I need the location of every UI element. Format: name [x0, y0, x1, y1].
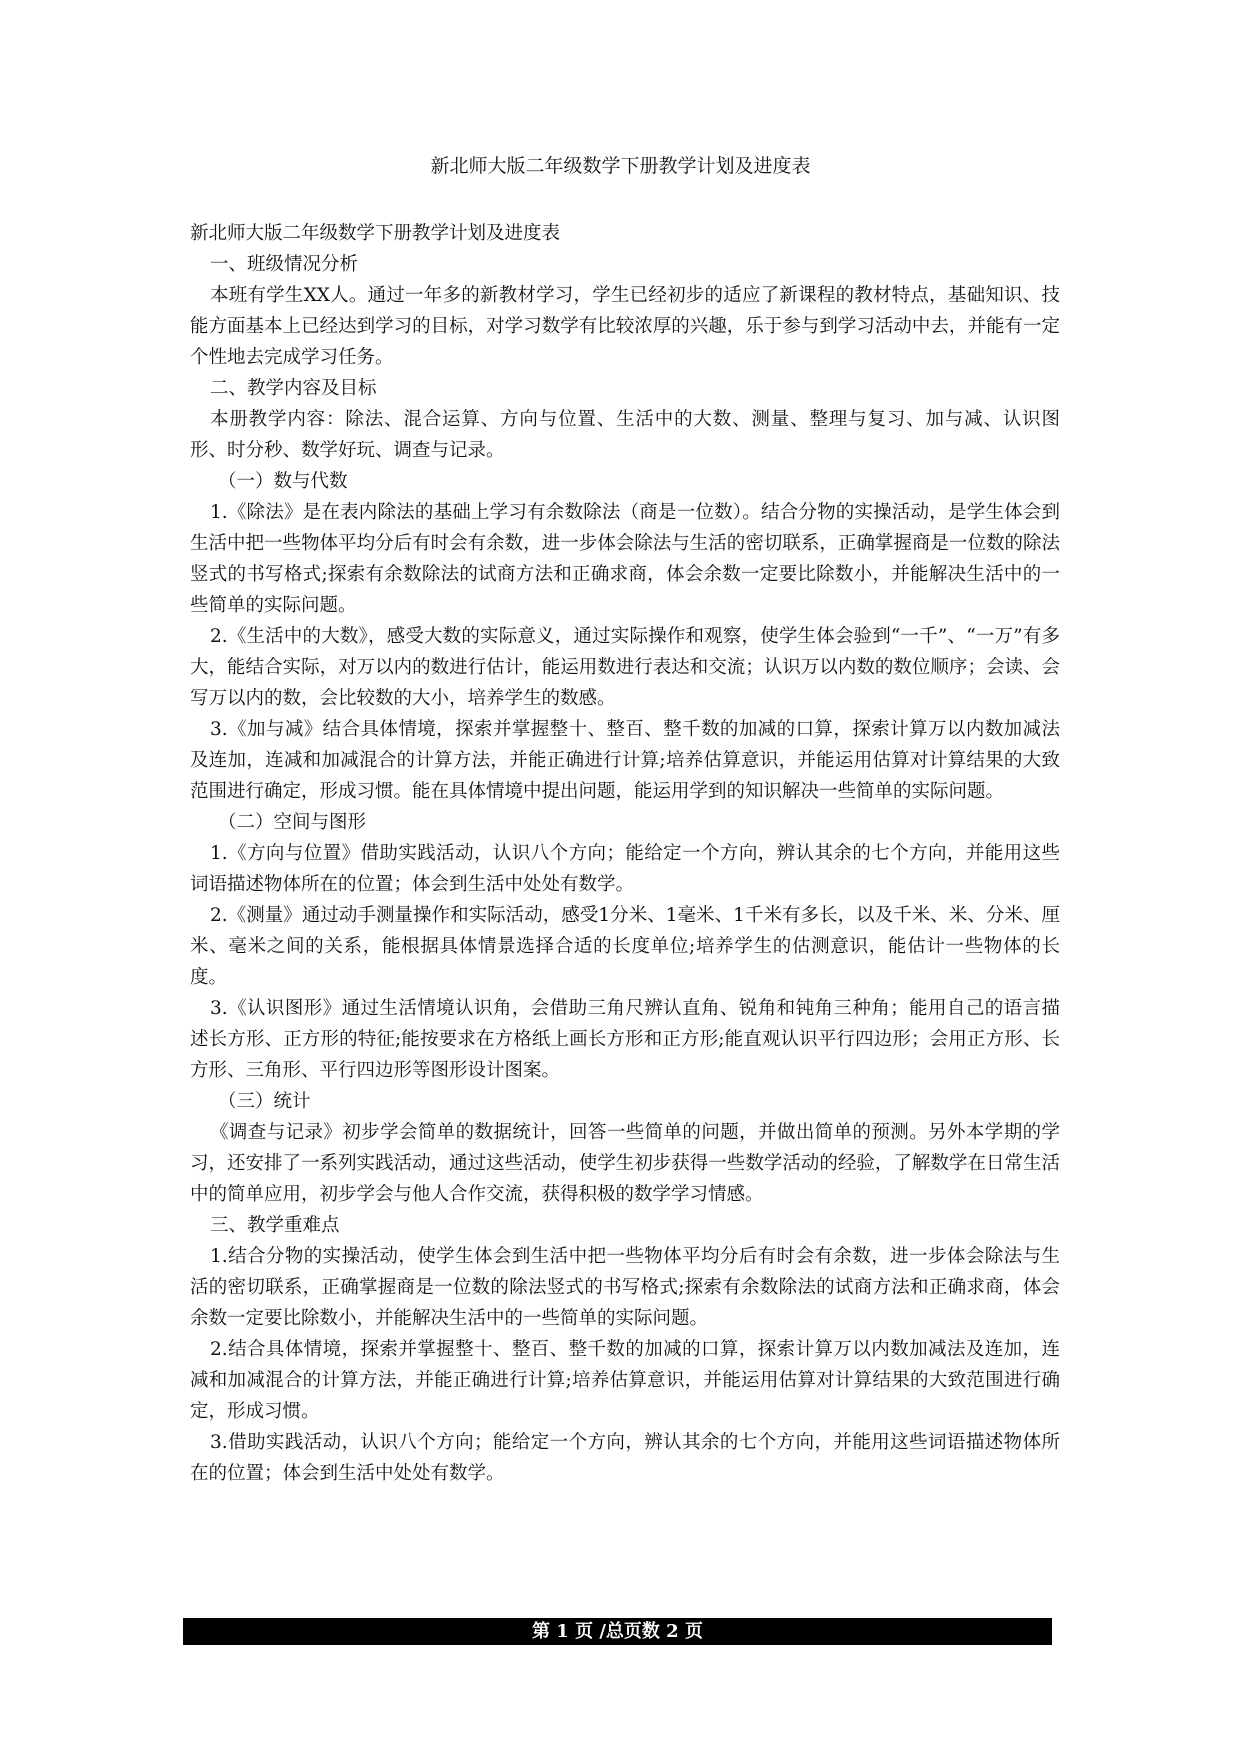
page-title: 新北师大版二年级数学下册教学计划及进度表	[430, 155, 811, 177]
paragraph-statistics: 《调查与记录》初步学会简单的数据统计，回答一些简单的问题，并做出简单的预测。另外本学期的学习，还安排了一系列实践活动，通过这些活动，使学生初步获得一些数学活动的经验，了解数学在日常生活中的简单应用，初步学会与他人合作交流，获得积极的数学学习情感。	[190, 1122, 1060, 1205]
document-subtitle: 新北师大版二年级数学下册教学计划及进度表	[190, 223, 561, 244]
paragraph-key-point-2: 2.结合具体情境，探索并掌握整十、整百、整千数的加减的口算，探索计算万以内数加减法及连加，连减和加减混合的计算方法，并能正确进行计算;培养估算意识，并能运用估算对计算结果的大致范围进行确定，形成习惯。	[190, 1339, 1060, 1422]
section-heading-content-goals: 二、教学内容及目标	[210, 378, 377, 399]
paragraph-class-analysis: 本班有学生XX人。通过一年多的新教材学习，学生已经初步的适应了新课程的教材特点，基础知识、技能方面基本上已经达到学习的目标，对学习数学有比较浓厚的兴趣，乐于参与到学习活动中去，并能有一定个性地去完成学习任务。	[190, 285, 1060, 368]
paragraph-division: 1.《除法》是在表内除法的基础上学习有余数除法（商是一位数）。结合分物的实操活动，是学生体会到生活中把一些物体平均分后有时会有余数，进一步体会除法与生活的密切联系，正确掌握商是一位数的除法竖式的书写格式;探索有余数除法的试商方法和正确求商，体会余数一定要比除数小，并能解决生活中的一些简单的实际问题。	[190, 502, 1060, 616]
paragraph-direction-position: 1.《方向与位置》借助实践活动，认识八个方向；能给定一个方向，辨认其余的七个方向，并能用这些词语描述物体所在的位置；体会到生活中处处有数学。	[190, 843, 1060, 895]
document-body	[190, 218, 1060, 1489]
subsection-heading-numbers-algebra: （一）数与代数	[218, 471, 348, 492]
paragraph-key-point-1: 1.结合分物的实操活动，使学生体会到生活中把一些物体平均分后有时会有余数，进一步体会除法与生活的密切联系，正确掌握商是一位数的除法竖式的书写格式;探索有余数除法的试商方法和正确求商，体会余数一定要比除数小，并能解决生活中的一些简单的实际问题。	[190, 1246, 1060, 1329]
paragraph-key-point-3: 3.借助实践活动，认识八个方向；能给定一个方向，辨认其余的七个方向，并能用这些词语描述物体所在的位置；体会到生活中处处有数学。	[190, 1432, 1060, 1484]
section-heading-key-points: 三、教学重难点	[210, 1215, 340, 1236]
paragraph-content-list: 本册教学内容：除法、混合运算、方向与位置、生活中的大数、测量、整理与复习、加与减、认识图形、时分秒、数学好玩、调查与记录。	[190, 409, 1060, 461]
paragraph-shapes: 3.《认识图形》通过生活情境认识角，会借助三角尺辨认直角、锐角和钝角三种角；能用自己的语言描述长方形、正方形的特征;能按要求在方格纸上画长方形和正方形;能直观认识平行四边形；会用正方形、长方形、三角形、平行四边形等图形设计图案。	[190, 998, 1060, 1081]
page-number-label: 第 1 页 /总页数 2 页	[532, 1621, 703, 1642]
paragraph-measurement: 2.《测量》通过动手测量操作和实际活动，感受1分米、1毫米、1千米有多长，以及千米、米、分米、厘米、毫米之间的关系，能根据具体情景选择合适的长度单位;培养学生的估测意识，能估计一些物体的长度。	[190, 905, 1060, 988]
paragraph-addition-subtraction: 3.《加与减》结合具体情境，探索并掌握整十、整百、整千数的加减的口算，探索计算万以内数加减法及连加，连减和加减混合的计算方法，并能正确进行计算;培养估算意识，并能运用估算对计算结果的大致范围进行确定，形成习惯。能在具体情境中提出问题，能运用学到的知识解决一些简单的实际问题。	[190, 719, 1060, 802]
subsection-heading-statistics: （三）统计	[218, 1091, 311, 1112]
subsection-heading-space-shapes: （二）空间与图形	[218, 812, 367, 833]
page-footer	[183, 1618, 1052, 1645]
section-heading-class-analysis: 一、班级情况分析	[210, 254, 359, 275]
paragraph-big-numbers: 2.《生活中的大数》，感受大数的实际意义，通过实际操作和观察，使学生体会验到“一千”、“一万”有多大，能结合实际，对万以内的数进行估计，能运用数进行表达和交流；认识万以内数的数位顺序；会读、会写万以内的数，会比较数的大小，培养学生的数感。	[190, 626, 1060, 709]
